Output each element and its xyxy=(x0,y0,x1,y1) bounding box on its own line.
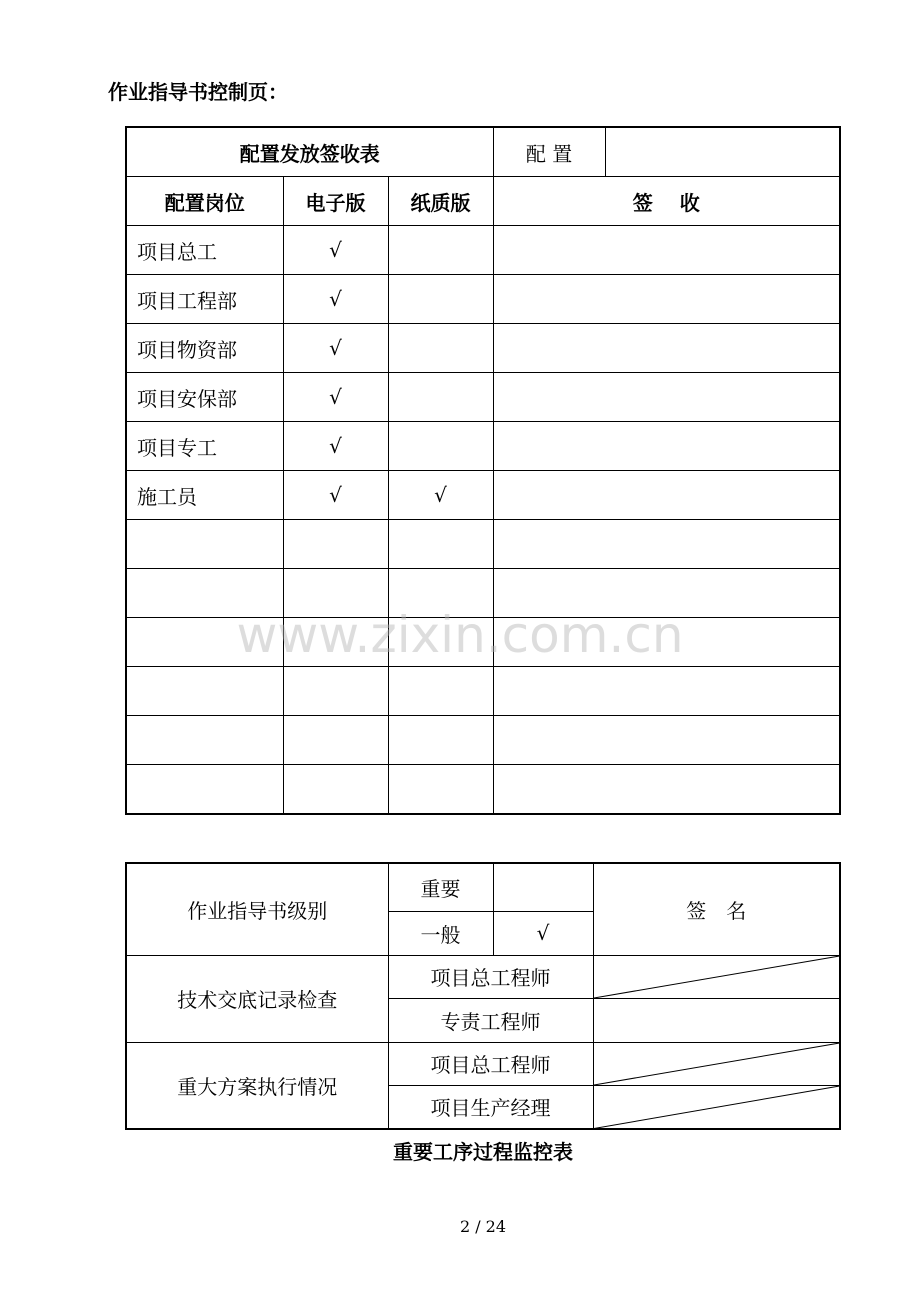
electronic-cell xyxy=(283,569,388,618)
sign-cell xyxy=(493,226,840,275)
table-row xyxy=(126,1042,840,1085)
electronic-cell: √ xyxy=(283,275,388,324)
header-paper: 纸质版 xyxy=(388,177,493,226)
position-cell: 项目安保部 xyxy=(126,373,283,422)
diagonal-strike xyxy=(594,1043,840,1085)
sign-cell xyxy=(493,275,840,324)
electronic-cell: √ xyxy=(283,471,388,520)
table-row xyxy=(126,569,840,618)
position-cell: 施工员 xyxy=(126,471,283,520)
tech-role-1: 项目总工程师 xyxy=(388,955,593,998)
paper-cell xyxy=(388,324,493,373)
paper-cell xyxy=(388,520,493,569)
table-title: 配置发放签收表 xyxy=(126,127,493,177)
electronic-cell: √ xyxy=(283,373,388,422)
plan-label: 重大方案执行情况 xyxy=(126,1042,388,1129)
config-value xyxy=(605,127,840,177)
electronic-cell xyxy=(283,618,388,667)
electronic-cell: √ xyxy=(283,324,388,373)
table-row xyxy=(126,324,840,373)
header-sign: 签 收 xyxy=(493,177,840,226)
electronic-cell xyxy=(283,765,388,815)
position-cell xyxy=(126,667,283,716)
paper-cell xyxy=(388,618,493,667)
paper-cell xyxy=(388,569,493,618)
paper-cell xyxy=(388,716,493,765)
table-row xyxy=(126,275,840,324)
diagonal-strike xyxy=(594,956,840,998)
paper-cell: √ xyxy=(388,471,493,520)
sign-cell xyxy=(493,569,840,618)
sign-cell xyxy=(493,422,840,471)
plan-role-2: 项目生产经理 xyxy=(388,1085,593,1129)
paper-cell xyxy=(388,373,493,422)
paper-cell xyxy=(388,667,493,716)
position-cell: 项目总工 xyxy=(126,226,283,275)
position-cell: 项目物资部 xyxy=(126,324,283,373)
tech-sign-cell-2 xyxy=(593,998,840,1042)
page-heading: 作业指导书控制页： xyxy=(108,80,288,104)
watermark-text: www.zixin.com.cn xyxy=(236,606,684,664)
sign-cell xyxy=(493,667,840,716)
table-row xyxy=(126,422,840,471)
position-cell: 项目工程部 xyxy=(126,275,283,324)
distribution-sign-table xyxy=(125,126,841,815)
level-check-table xyxy=(125,862,841,1130)
paper-cell xyxy=(388,422,493,471)
table-row xyxy=(126,226,840,275)
page-number: 2 / 24 xyxy=(459,1217,507,1236)
position-cell xyxy=(126,716,283,765)
sign-cell xyxy=(493,618,840,667)
position-cell: 项目专工 xyxy=(126,422,283,471)
sign-cell xyxy=(493,471,840,520)
plan-sign-cell-1 xyxy=(593,1042,840,1085)
sign-cell xyxy=(493,324,840,373)
table-header-row xyxy=(126,177,840,226)
level-label: 作业指导书级别 xyxy=(126,863,388,955)
position-cell xyxy=(126,569,283,618)
table-row xyxy=(126,955,840,998)
table-caption: 重要工序过程监控表 xyxy=(393,1140,573,1164)
table-row xyxy=(126,863,840,911)
paper-cell xyxy=(388,765,493,815)
table-title-row xyxy=(126,127,840,177)
sign-cell xyxy=(493,765,840,815)
paper-cell xyxy=(388,275,493,324)
table-row xyxy=(126,373,840,422)
important-mark xyxy=(493,863,593,911)
table-row xyxy=(126,520,840,569)
table-row xyxy=(126,667,840,716)
electronic-cell: √ xyxy=(283,422,388,471)
position-cell xyxy=(126,618,283,667)
electronic-cell xyxy=(283,716,388,765)
table-row xyxy=(126,716,840,765)
table-row xyxy=(126,618,840,667)
important-label: 重要 xyxy=(388,863,493,911)
plan-sign-cell-2 xyxy=(593,1085,840,1129)
electronic-cell xyxy=(283,667,388,716)
header-position: 配置岗位 xyxy=(126,177,283,226)
sign-cell xyxy=(493,373,840,422)
electronic-cell: √ xyxy=(283,226,388,275)
sign-cell xyxy=(493,716,840,765)
header-electronic: 电子版 xyxy=(283,177,388,226)
diagonal-strike xyxy=(594,1086,840,1129)
config-label: 配 置 xyxy=(493,127,605,177)
paper-cell xyxy=(388,226,493,275)
plan-role-1: 项目总工程师 xyxy=(388,1042,593,1085)
general-mark: √ xyxy=(493,911,593,955)
position-cell xyxy=(126,765,283,815)
tech-sign-cell-1 xyxy=(593,955,840,998)
sign-label: 签 名 xyxy=(593,863,840,955)
table-row xyxy=(126,471,840,520)
tech-role-2: 专责工程师 xyxy=(388,998,593,1042)
general-label: 一般 xyxy=(388,911,493,955)
position-cell xyxy=(126,520,283,569)
electronic-cell xyxy=(283,520,388,569)
tech-check-label: 技术交底记录检查 xyxy=(126,955,388,1042)
table-row xyxy=(126,765,840,815)
sign-cell xyxy=(493,520,840,569)
